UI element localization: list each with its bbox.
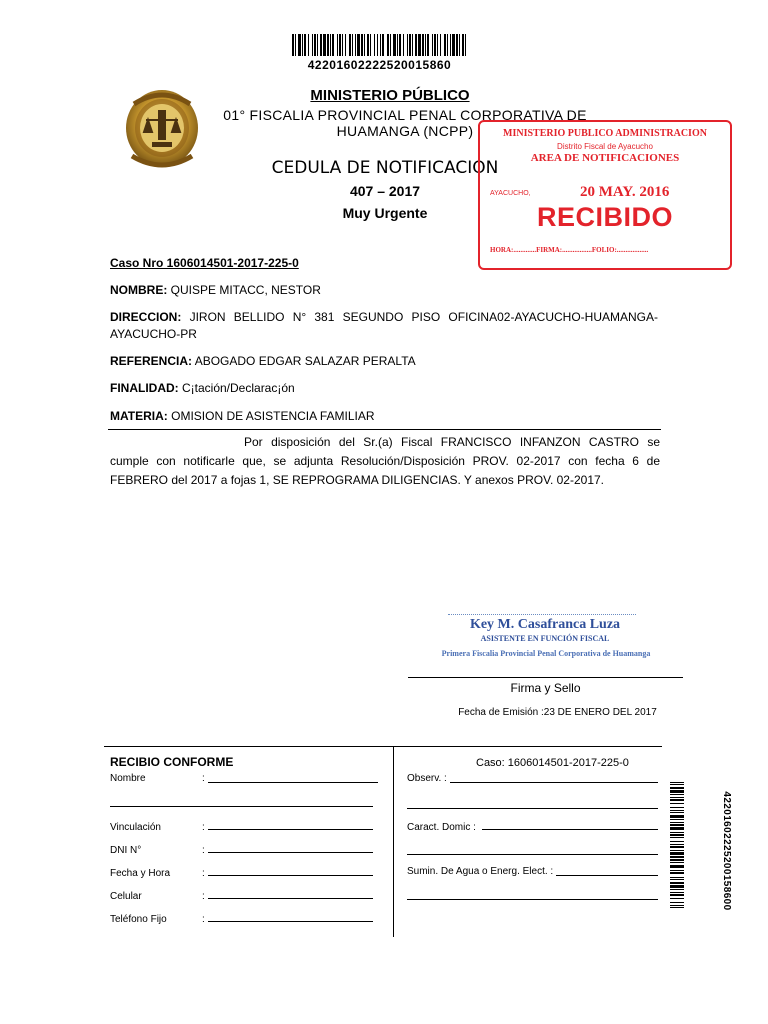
- receipt-case: Caso: 1606014501-2017-225-0: [476, 757, 629, 769]
- nombre-input-line[interactable]: [208, 782, 378, 783]
- cedula-title: CEDULA DE NOTIFICACION: [271, 158, 499, 178]
- signature-line: [408, 677, 683, 678]
- colon: :: [202, 822, 205, 833]
- notification-body: [110, 433, 660, 490]
- colon: :: [202, 773, 205, 784]
- label-telefono: Teléfono Fijo: [110, 914, 167, 925]
- stamp-line-1: MINISTERIO PUBLICO ADMINISTRACION: [503, 128, 707, 139]
- side-barcode-bars: [670, 782, 692, 910]
- materia-value: OMISION DE ASISTENCIA FAMILIAR: [167, 409, 375, 423]
- label-nombre: Nombre: [110, 773, 146, 784]
- colon: :: [202, 868, 205, 879]
- vinculacion-input-line[interactable]: [208, 829, 373, 830]
- side-barcode: [670, 782, 692, 910]
- dni-input-line[interactable]: [208, 852, 373, 853]
- observ-input-line[interactable]: [450, 782, 658, 783]
- emission-date: Fecha de Emisión :23 DE ENERO DEL 2017: [458, 707, 657, 718]
- fiscalia-line-2: HUAMANGA (NCPP): [336, 123, 474, 139]
- telefono-input-line[interactable]: [208, 921, 373, 922]
- celular-input-line[interactable]: [208, 898, 373, 899]
- label-vinculacion: Vinculación: [110, 822, 161, 833]
- colon: :: [202, 845, 205, 856]
- signer-role: ASISTENTE EN FUNCIÓN FISCAL: [480, 634, 610, 643]
- caract-domic-input-line[interactable]: [482, 829, 658, 830]
- receipt-title: RECIBIO CONFORME: [110, 755, 234, 769]
- stamp-line-3: AREA DE NOTIFICACIONES: [530, 152, 680, 164]
- body-text: Por disposición del Sr.(a) Fiscal FRANCISCO INFANZON CASTRO se cumple con notificarle que, se adjunta Resolución/Disposición PROV. 02-2017 con fecha 6 de FEBRERO del 2017 a fojas 1, SE REPROGRAMA DILIGENCIAS. Y anexos PROV. 02-2017.: [110, 435, 660, 487]
- receipt-column-divider: [393, 747, 394, 937]
- cedula-number: 407 – 2017: [349, 183, 421, 199]
- direccion-value: JIRON BELLIDO N° 381 SEGUNDO PISO OFICINA02-AYACUCHO-HUAMANGA-AYACUCHO-PR: [110, 310, 658, 341]
- colon: :: [202, 914, 205, 925]
- receipt-divider: [104, 746, 662, 747]
- signer-name: Key M. Casafranca Luza: [469, 617, 621, 632]
- caract-domic-input-line-2[interactable]: [407, 854, 658, 855]
- colon: :: [202, 891, 205, 902]
- label-fecha-hora: Fecha y Hora: [110, 868, 171, 879]
- label-celular: Celular: [110, 891, 142, 902]
- field-nombre: [110, 283, 321, 297]
- stamp-line-2: Distrito Fiscal de Ayacucho: [557, 142, 653, 151]
- label-suministro: Sumin. De Agua o Energ. Elect. :: [407, 866, 554, 877]
- firma-label: Firma y Sello: [510, 681, 581, 695]
- signer-unit: Primera Fiscalia Provincial Penal Corporativa de Huamanga: [441, 649, 651, 658]
- stamp-recibido: RECIBIDO: [536, 202, 673, 232]
- barcode-number: 42201602222520015860: [307, 58, 452, 72]
- finalidad-label: FINALIDAD:: [110, 381, 179, 395]
- field-direccion: [110, 309, 658, 343]
- referencia-value: ABOGADO EDGAR SALAZAR PERALTA: [192, 354, 416, 368]
- divider: [108, 429, 661, 430]
- label-caract-domic: Caract. Domic :: [407, 822, 476, 833]
- ministerio-seal-icon: [120, 84, 204, 170]
- stamp-footer: HORA:.............FIRMA:.................FOLIO:..................: [490, 246, 649, 254]
- materia-label: MATERIA:: [110, 409, 168, 423]
- label-dni: DNI N°: [110, 845, 142, 856]
- suministro-input-line[interactable]: [556, 875, 658, 876]
- nombre-input-line-2[interactable]: [110, 806, 373, 807]
- ministerio-heading: MINISTERIO PÚBLICO: [310, 87, 470, 104]
- received-stamp: [478, 120, 732, 270]
- label-observ: Observ. :: [407, 773, 447, 784]
- finalidad-value: C¡tación/Declarac¡ón: [178, 381, 295, 395]
- urgency-label: Muy Urgente: [342, 205, 428, 221]
- field-materia: [110, 409, 375, 423]
- direccion-label: DIRECCION:: [110, 310, 182, 324]
- field-finalidad: [110, 381, 295, 395]
- suministro-input-line-2[interactable]: [407, 899, 658, 900]
- observ-input-line-2[interactable]: [407, 808, 658, 809]
- nombre-value: QUISPE MITACC, NESTOR: [167, 283, 321, 297]
- side-barcode-number: 42201602225200158600: [721, 791, 732, 911]
- stamp-date: 20 MAY. 2016: [580, 184, 670, 200]
- referencia-label: REFERENCIA:: [110, 354, 193, 368]
- stamp-city: AYACUCHO,: [490, 190, 531, 197]
- signature-dots: [448, 614, 636, 615]
- field-referencia: [110, 354, 416, 368]
- top-barcode: [292, 34, 467, 56]
- case-number: Caso Nro 1606014501-2017-225-0: [110, 256, 299, 270]
- nombre-label: NOMBRE:: [110, 283, 168, 297]
- fecha-hora-input-line[interactable]: [208, 875, 373, 876]
- fiscalia-line-1: 01° FISCALIA PROVINCIAL PENAL CORPORATIVA DE: [223, 107, 587, 123]
